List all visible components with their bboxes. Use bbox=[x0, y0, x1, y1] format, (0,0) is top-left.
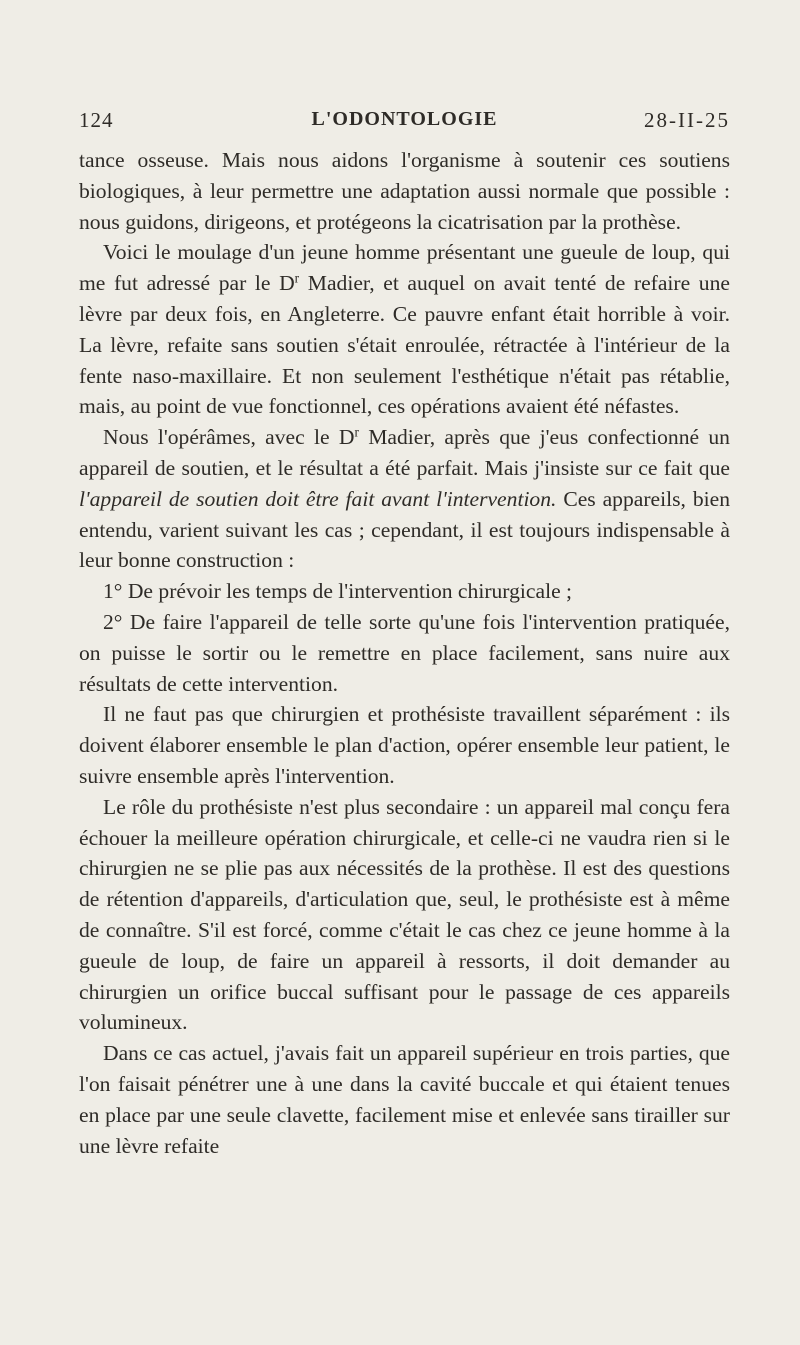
paragraph-6: Dans ce cas actuel, j'avais fait un appareil supérieur en trois parties, que l'on faisait pénétrer une à une dans la cavité buccale et qui étaient tenues en place par une seule clavette, facilement mise et enlevée sans tirailler sur une lèvre refaite bbox=[79, 1041, 730, 1158]
doctor-abbrev-sup: r bbox=[294, 270, 300, 286]
running-header bbox=[79, 108, 730, 138]
paragraph-1: tance osseuse. Mais nous aidons l'organisme à soutenir ces soutiens biologiques, à leur permettre une adaptation aussi normale que possible : nous guidons, dirigeons, et protégeons la cicatrisation par la prothèse. bbox=[79, 148, 730, 234]
paragraph-3-part-a: Nous l'opérâmes, avec le D bbox=[103, 425, 355, 450]
paragraph-2-part-a: Voici le moulage d'un jeune homme présentant une gueule de loup, qui me fut adressé par le D bbox=[79, 240, 730, 296]
paragraph-2-part-b: Madier, et auquel on avait tenté de refaire une lèvre par deux fois, en Angleterre. Ce pauvre enfant était horrible à voir. La lèvre, refaite sans soutien s'était enroulée, rétractée à l'intérieur de la fente naso-maxillaire. Et non seulement l'esthétique n'était pas rétablie, mais, au point de vue fonctionnel, ces opérations avaient été néfastes. bbox=[79, 271, 730, 419]
paragraph-3-italic: l'appareil de soutien doit être fait avant l'intervention. bbox=[79, 486, 557, 511]
paragraph-5: Le rôle du prothésiste n'est plus secondaire : un appareil mal conçu fera échouer la meilleure opération chirurgicale, et celle-ci ne vaudra rien si le chirurgien ne se plie pas aux nécessités de la prothèse. Il est des questions de rétention d'appareils, d'articulation que, seul, le prothésiste est à même de connaître. S'il est forcé, comme c'était le cas chez ce jeune homme à la gueule de loup, de faire un appareil à ressorts, il doit demander au chirurgien un orifice buccal suffisant pour le passage de ces appareils volumineux. bbox=[79, 794, 730, 1035]
paragraph-3-part-b: Madier, après que j'eus confectionné un appareil de soutien, et le résultat a été parfait. Mais j'insiste sur ce fait que bbox=[79, 425, 730, 480]
page-number: 124 bbox=[79, 108, 114, 132]
issue-date: 28-II-25 bbox=[644, 108, 730, 132]
paragraph-2 bbox=[79, 237, 730, 422]
doctor-abbrev-sup: r bbox=[354, 424, 359, 440]
list-item-1: 1° De prévoir les temps de l'intervention chirurgicale ; bbox=[103, 579, 573, 604]
journal-title: L'ODONTOLOGIE bbox=[311, 108, 498, 130]
body-text bbox=[79, 145, 730, 1161]
paragraph-4: Il ne faut pas que chirurgien et prothésiste travaillent séparément : ils doivent élaborer ensemble le plan d'action, opérer ensemble leur patient, le suivre ensemble après l'intervention. bbox=[79, 702, 730, 788]
paragraph-3-part-c: Ces appareils, bien entendu, varient suivant les cas ; cependant, il est toujours indispensable à leur bonne construction : bbox=[79, 486, 730, 573]
paragraph-3 bbox=[79, 422, 730, 576]
list-item-2: 2° De faire l'appareil de telle sorte qu'une fois l'intervention pratiquée, on puisse le sortir ou le remettre en place facilement, sans nuire aux résultats de cette intervention. bbox=[79, 609, 730, 696]
